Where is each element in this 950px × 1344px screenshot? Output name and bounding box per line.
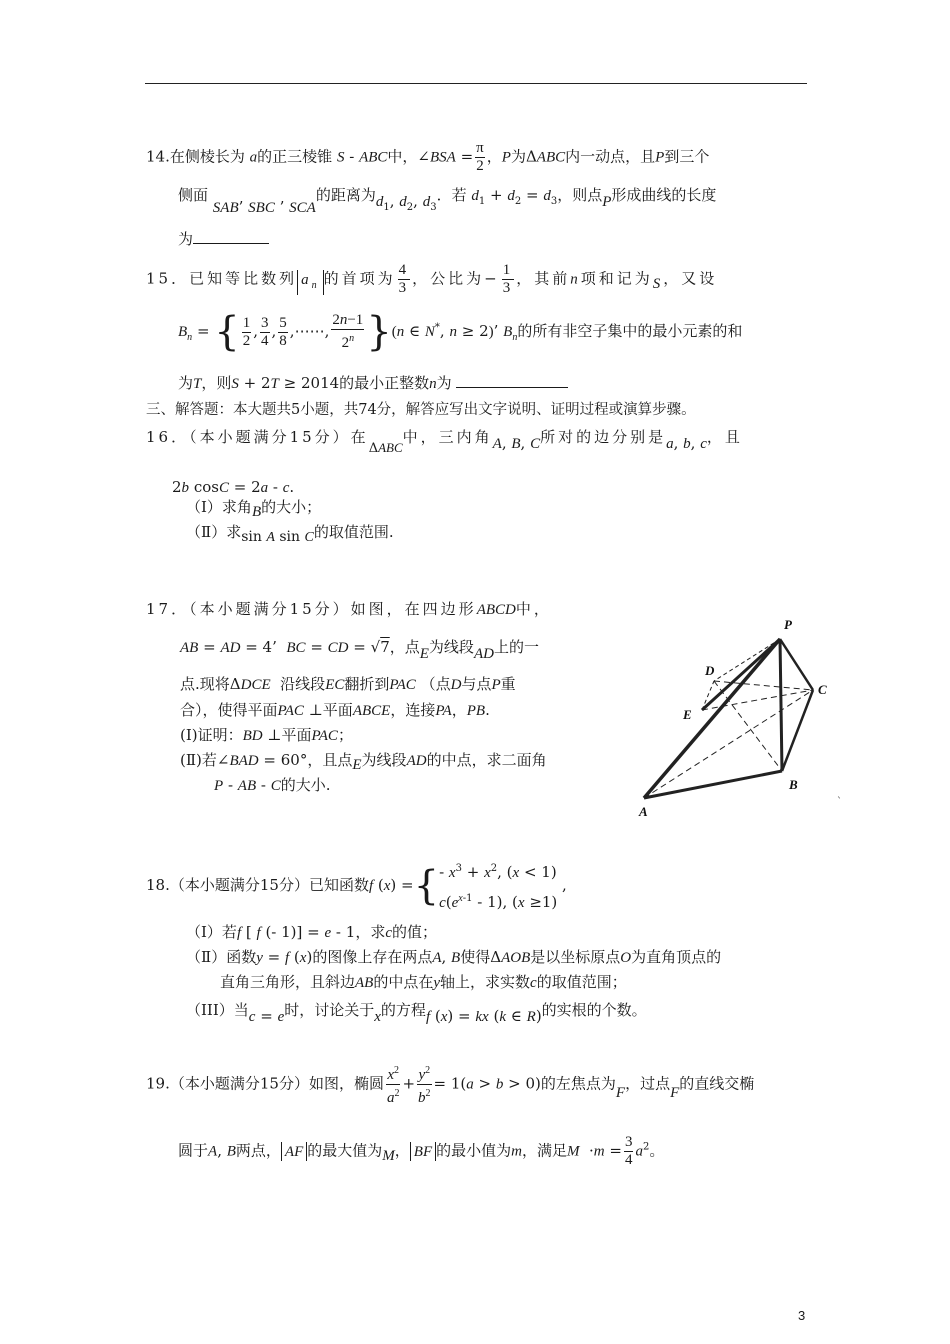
header-rule (145, 83, 807, 84)
page-number: 3 (798, 1308, 806, 1323)
q14-line1: 14.在侧棱长为 a的正三棱锥 S - ABC中，∠BSA = $\frac{\pi}{2}$ ，P为ΔABC内一动点，且P到三个 (146, 140, 710, 174)
q18-part2-line2: 直角三角形，且斜边AB的中点在y轴上，求实数c的取值范围； (220, 973, 627, 991)
q15-line3: 为T，则S + 2T ≥ 2014的最小正整数n为 (178, 373, 568, 394)
vertex-label-E: E (683, 707, 692, 722)
q19-line1: 19.（本小题满分15分）如图，椭圆 $\frac{x^2}{a^2}$ + $\frac{y^2}{b^2}$ = 1(a > b > 0)的左焦点为F，过点F的直线交椭 (146, 1062, 754, 1107)
q17-part2-line1: (Ⅱ)若∠BAD = 60°，且点E为线段AD的中点，求二面角 (180, 751, 547, 773)
section-heading: 三、解答题：本大题共5小题，共74分，解答应写出文字说明、证明过程或演算步骤。 (146, 402, 696, 418)
q15-line1: 15．已知等比数列 $a_n$ 的首项为 $\frac{4}{3}$ ，公比为− $\frac{1}{3}$ ，其前n项和记为S，又设 (146, 262, 718, 296)
q17-line4: 合），使得平面PAC ⊥平面ABCE，连接PA，PB. (180, 701, 490, 719)
q16-part1: （Ⅰ）求角B的大小； (186, 498, 322, 520)
q15-line2: $B_n$ = { $\frac{1}{2}$ , $\frac{3}{4}$ , $\frac{5}{8}$ ,⋯⋯, $\frac{2n-1}{2^n}$ }(n ∈ N*, n ≥ 2)’ $B_n$的所有非空子集中的最小元素的和 (178, 309, 743, 355)
answer-blank[interactable] (193, 229, 269, 244)
q18-part3: （III）当c = e时，讨论关于x的方程f (x) = kx (k ∈ R)的实根的个数。 (186, 1001, 647, 1025)
q14-line3: 为 (178, 229, 269, 249)
vertex-label-A: A (639, 804, 648, 819)
q17-line1: 17．（本小题满分15分）如图，在四边形ABCD中， (146, 600, 552, 618)
q18-line1: 18.（本小题满分15分）已知函数f (x) ={ - $x^3 + x^2$, (x < 1) $c(e^{x-1} - 1)$, (x ≥1) , (146, 863, 567, 911)
vertex-label-C: C (818, 682, 827, 697)
q16-condition: 2b cosC = 2a - c. (172, 478, 295, 496)
q17-line3: 点.现将ΔDCE 沿线段EC翻折到PAC （点D与点P重 (180, 675, 516, 693)
q18-part1: （Ⅰ）若f [ f (- 1)] = e - 1，求c的值； (186, 923, 438, 941)
pyramid-figure (632, 615, 844, 825)
q14-line2: 侧面 SAB’ SBC ’ SCA的距离为$d_1$, $d_2$, $d_3$．若 $d_1 + d_2 = d_3$，则点P形成曲线的长度 (178, 186, 717, 216)
q17-line2: AB = AD = 4’ BC = CD = √7，点E为线段AD上的一 (180, 638, 539, 662)
vertex-label-P: P (784, 617, 792, 632)
vertex-label-B: B (789, 777, 798, 792)
svg-text:`: ` (837, 797, 842, 808)
answer-blank[interactable] (456, 373, 568, 388)
q19-line2: 圆于A, B两点， AF 的最大值为M， BF 的最小值为m，满足M ·m = $\frac{3}{4}$ $a^2$。 (178, 1134, 665, 1168)
q18-part2-line1: （Ⅱ）函数y = f (x)的图像上存在两点A, B使得ΔAOB是以坐标原点O为直角顶点的 (186, 948, 722, 966)
q16-line1: 16．（本小题满分15分）在ΔABC中，三内角A, B, C所对的边分别是a, b, c，且 (146, 428, 743, 456)
vertex-label-D: D (705, 663, 715, 678)
q17-part2-line2: P - AB - C的大小. (214, 776, 331, 794)
q17-part1: (Ⅰ)证明：BD ⊥平面PAC； (180, 726, 353, 744)
q16-part2: （Ⅱ）求sin A sin C的取值范围. (186, 523, 394, 545)
